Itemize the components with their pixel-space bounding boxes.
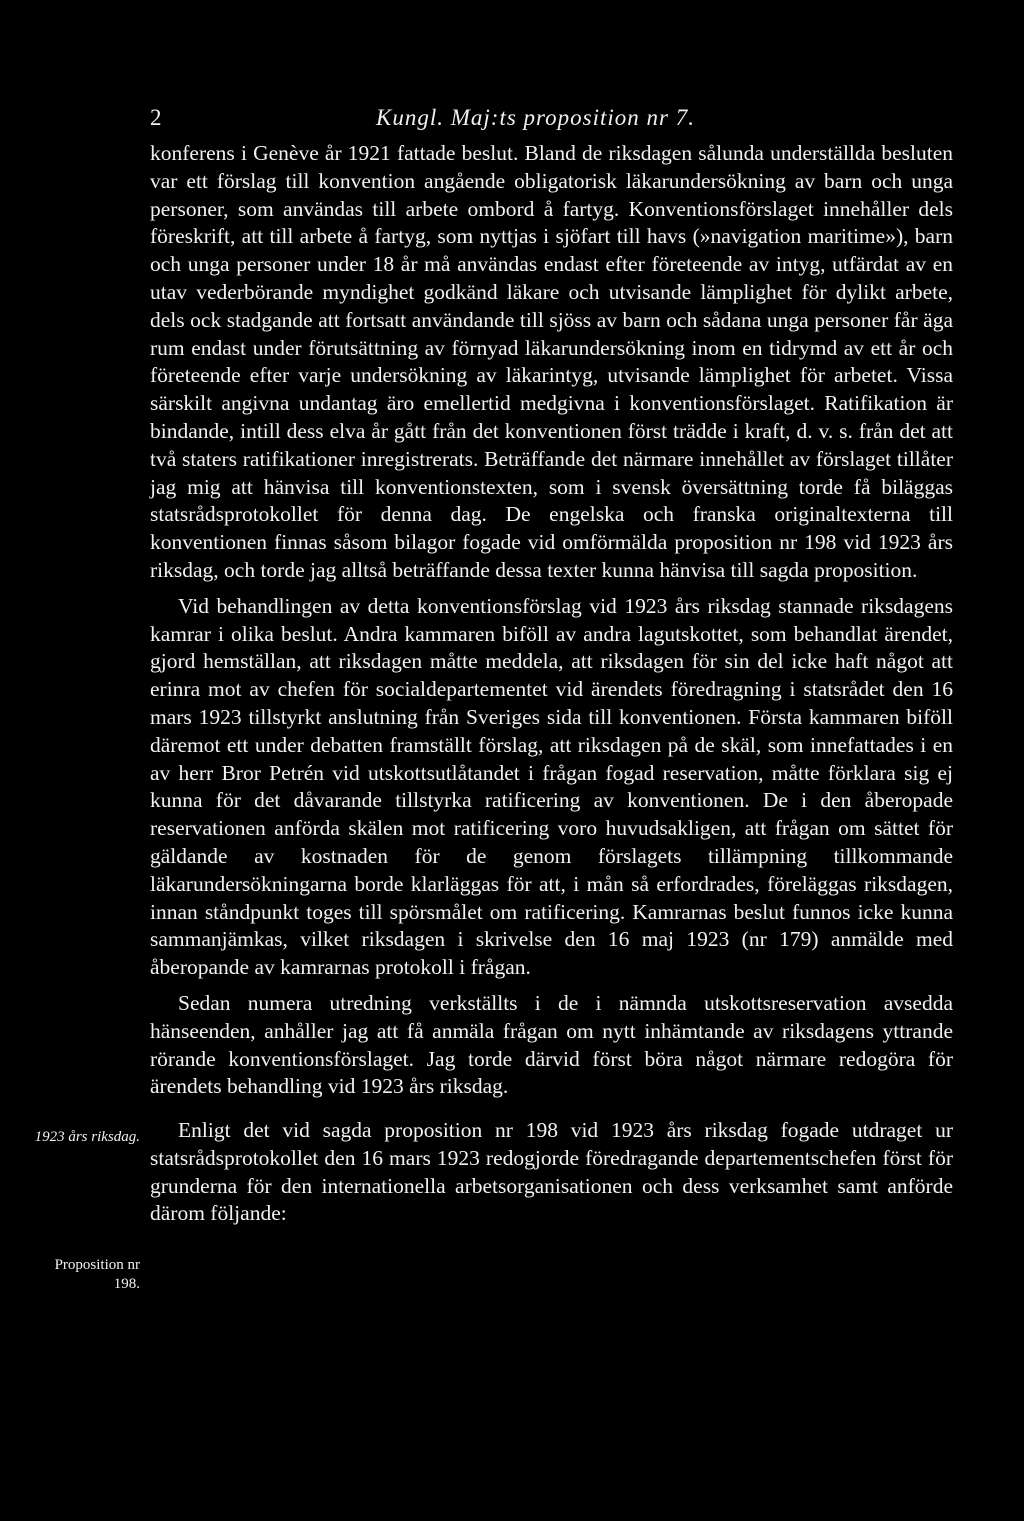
page-header — [150, 100, 940, 136]
page-number: 2 — [150, 105, 162, 130]
body-text — [150, 140, 953, 1228]
running-title: Kungl. Maj:ts proposition nr 7. — [376, 105, 695, 130]
paragraph-proposition-198: Enligt det vid sagda proposition nr 198 vid 1923 års riksdag fogade utdraget ur statsrådsprotokollet den 16 mars 1923 redogjorde föredragande departementschefen först för grunderna för den internationella arbetsorganisationen och dess verksamhet samt anförde därom följande: — [150, 1118, 953, 1226]
paragraph-continuation: konferens i Genève år 1921 fattade beslut. Bland de riksdagen sålunda underställda besluten var ett förslag till konvention angående obligatorisk läkarundersökning av barn och unga personer, som användas till arbete ombord å fartyg. Konventionsförslaget innehåller dels föreskrift, att till arbete å fartyg, som nyttjas i sjöfart till havs (»navigation maritime»), barn och unga personer under 18 år må användas endast efter företeende av intyg, utfärdat av en utav vederbörande myndighet godkänd läkare och utvisande lämplighet för dylikt arbete, dels ock stadgande att fortsatt användande till sjöss av barn och sådana unga personer får äga rum endast under förutsättning av förnyad läkarundersökning inom en tidrymd av ett år och företeende efter varje undersökning av läkarintyg, utvisande lämplighet för arbetet. Vissa särskilt angivna undantag äro emellertid medgivna i konventionsförslaget. Ratifikation är bindande, intill dess elva år gått från det konventionen först trädde i kraft, d. v. s. från det att två staters ratifikationer inregistrerats. Beträffande det närmare innehållet av förslaget tillåter jag mig att hänvisa till konventionstexten, som i svensk översättning torde få biläggas statsrådsprotokollet för denna dag. De engelska och franska originaltexterna till konventionen finnas såsom bilagor fogade vid omförmälda proposition nr 198 vid 1923 års riksdag, och torde jag alltså beträffande dessa texter kunna hänvisa till sagda proposition. — [150, 141, 953, 582]
margin-note-proposition-198: Proposition nr 198. — [54, 1257, 140, 1292]
margin-note-1923-riksdag: 1923 års riksdag. — [34, 1129, 140, 1145]
paragraph-1923-riksdag-handling: Vid behandlingen av detta konventionsförslag vid 1923 års riksdag stannade riksdagens kamrar i olika beslut. Andra kammaren biföll av andra lagutskottet, som behandlat ärendet, gjord hemställan, att riksdagen måtte meddela, att riksdagen för sin del icke haft något att erinra mot av chefen för socialdepartementet vid ärendets föredragning i statsrådet den 16 mars 1923 tillstyrkt anslutning från Sveriges sida till konventionen. Första kammaren biföll däremot ett under debatten framställt förslag, att riksdagen på de skäl, som innefattades i en av herr Bror Petrén vid utskottsutlåtandet i frågan fogad reservation, måtte förklara sig ej kunna för det dåvarande tillstyrka ratificering av konventionen. De i den åberopade reservationen anförda skälen mot ratificering voro huvudsakligen, att frågan om sättet för gäldande av kostnaden för de genom förslagets tillämpning tillkommande läkarundersökningarna borde klarläggas för att, i mån så erfordrades, föreläggas riksdagen, innan ståndpunkt toges till spörsmålet om ratificering. Kamrarnas beslut funnos icke kunna sammanjämkas, vilket riksdagen i skrivelse den 16 maj 1923 (nr 179) anmälde med åberopande av kamrarnas protokoll i frågan. — [150, 593, 953, 980]
paragraph-new-inquiry: Sedan numera utredning verkställts i de i nämnda utskottsreservation avsedda hänseenden, anhåller jag att få anmäla frågan om nytt inhämtande av riksdagens yttrande rörande konventionsförslaget. Jag torde därvid först böra något närmare redogöra för ärendets behandling vid 1923 års riksdag. — [150, 990, 953, 1099]
